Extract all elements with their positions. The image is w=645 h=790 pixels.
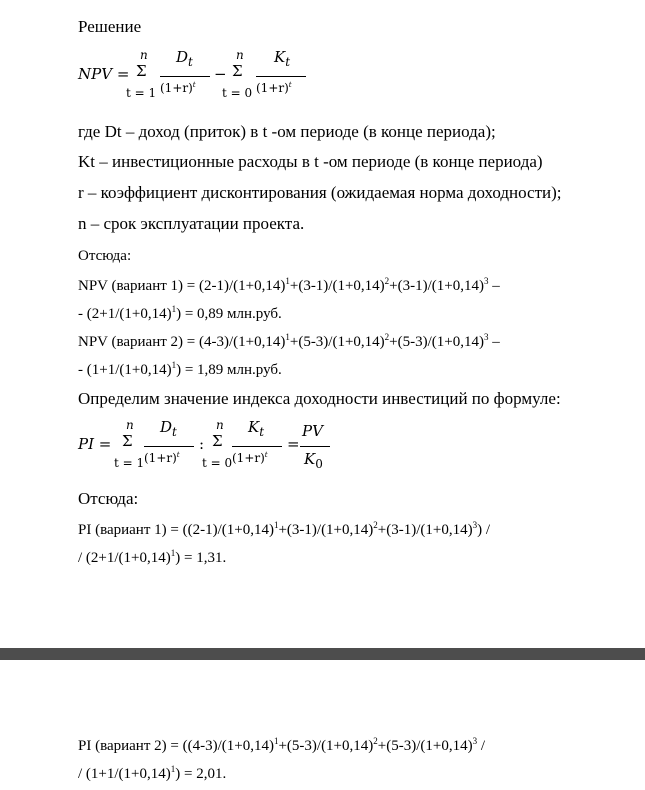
npv-variant-2-line-2: - $(1+1/(1+0,14)^1) = 1,89$ млн.руб.	[78, 360, 282, 378]
pi-sum1-sigma: Σ	[122, 432, 133, 450]
minus-sign: −	[214, 65, 227, 83]
divide-sign: :	[199, 435, 205, 453]
pi-variant-2-line-2: / $(1+1/(1+0,14)^1) = 2,01$.	[78, 764, 227, 782]
pi-sum2-top: n	[216, 418, 224, 432]
document-page-2	[0, 660, 645, 790]
frac2-den: $(1+r)^t$	[256, 80, 292, 95]
frac2-bar	[256, 76, 306, 77]
npv-lhs: NPV =	[78, 65, 130, 83]
section-heading: Решение	[78, 17, 142, 36]
npv-variant-2-line-1: NPV (вариант $2) = (4-3)/(1+0,14)^1+(5-3)/(1+0,14)^2+(5-3)/(1+0,14)^3$ –	[78, 332, 500, 350]
page-separator	[0, 648, 645, 660]
frac1-den: $(1+r)^t$	[160, 80, 196, 95]
pi-sum2-bottom: t = 0	[202, 456, 233, 470]
pi-frac2-bar	[232, 446, 282, 447]
sum2-bottom: t = 0	[222, 86, 253, 100]
frac2-num: $K_t$	[274, 48, 291, 69]
frac1-num: $D_t$	[176, 48, 193, 69]
sum1-bottom: t = 1	[126, 86, 157, 100]
sum2-sigma: Σ	[232, 62, 243, 80]
sum2-top: n	[236, 48, 244, 62]
npv-variant-1-line-1: NPV (вариант $1) = (2-1)/(1+0,14)^1+(3-1)/(1+0,14)^2+(3-1)/(1+0,14)^3$ –	[78, 276, 500, 294]
pi-frac1-den: $(1+r)^t$	[144, 450, 180, 465]
pi-frac3-num: PV	[302, 422, 323, 440]
otsyuda-label-1: Отсюда:	[78, 248, 132, 264]
pi-frac1-num: $D_t$	[160, 418, 177, 439]
definition-dt: где Dt – доход (приток) в t -ом периоде (в конце периода);	[78, 122, 496, 141]
definition-kt: Kt – инвестиционные расходы в t -ом периоде (в конце периода)	[78, 152, 543, 171]
pi-sum2-sigma: Σ	[212, 432, 223, 450]
pi-variant-2-line-1: PI (вариант $2) = ((4-3)/(1+0,14)^1+(5-3)/(1+0,14)^2+(5-3)/(1+0,14)^3$ /	[78, 736, 485, 754]
pi-sum1-top: n	[126, 418, 134, 432]
pi-formula	[78, 418, 378, 478]
pi-frac1-bar	[144, 446, 194, 447]
equals-sign: =	[287, 435, 300, 453]
sum1-top: n	[140, 48, 148, 62]
pi-frac3-bar	[300, 446, 330, 447]
definition-n: n – срок эксплуатации проекта.	[78, 214, 305, 233]
frac1-bar	[160, 76, 210, 77]
pi-variant-1-line-2: / $(2+1/(1+0,14)^1) = 1,31$.	[78, 548, 227, 566]
pi-intro: Определим значение индекса доходности инвестиций по формуле:	[78, 389, 561, 408]
pi-frac2-num: $K_t$	[248, 418, 265, 439]
definition-r: r – коэффициент дисконтирования (ожидаемая норма доходности);	[78, 183, 562, 202]
pi-lhs: PI =	[78, 435, 112, 453]
otsyuda-label-2: Отсюда:	[78, 489, 139, 508]
npv-variant-1-line-2: - $(2+1/(1+0,14)^1) = 0,89$ млн.руб.	[78, 304, 282, 322]
sum1-sigma: Σ	[136, 62, 147, 80]
pi-sum1-bottom: t = 1	[114, 456, 145, 470]
pi-frac2-den: $(1+r)^t$	[232, 450, 268, 465]
npv-formula	[78, 48, 338, 108]
pi-frac3-den: $K_0$	[304, 450, 323, 471]
pi-variant-1-line-1: PI (вариант $1) = ((2-1)/(1+0,14)^1+(3-1)/(1+0,14)^2+(3-1)/(1+0,14)^3)$ /	[78, 520, 490, 538]
